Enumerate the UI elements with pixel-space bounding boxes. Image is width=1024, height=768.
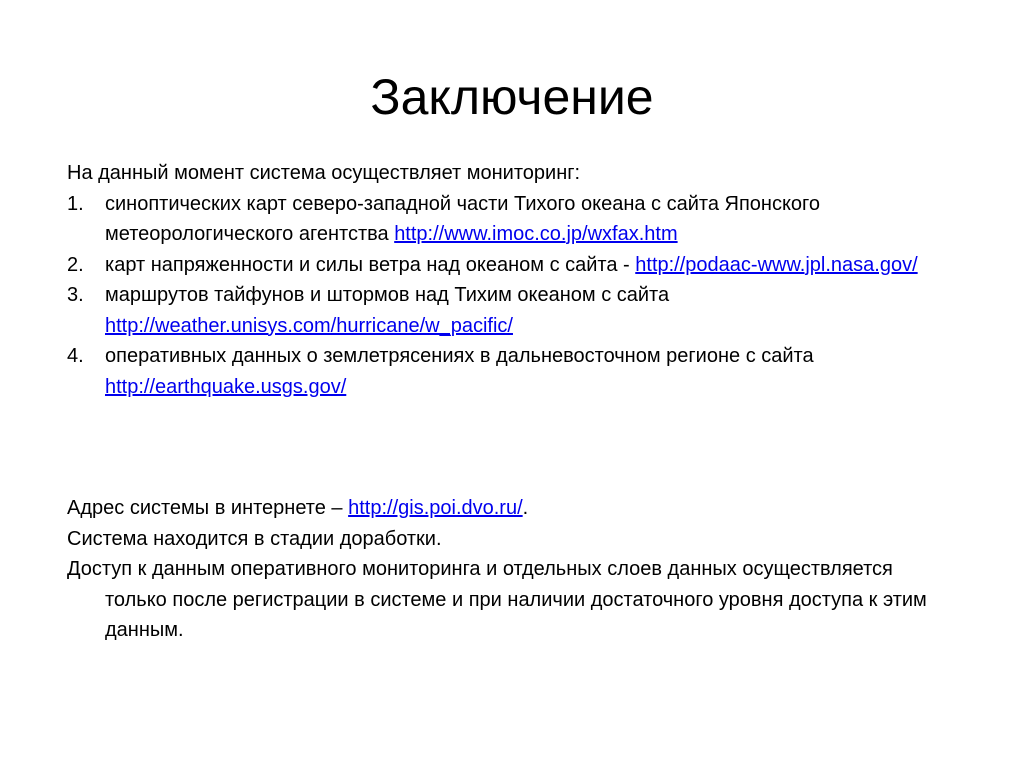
list-item-number: 4. xyxy=(67,345,84,367)
list-item-text: карт напряженности и силы ветра над океаном с сайта - xyxy=(105,253,636,276)
imoc-link[interactable]: http://www.imoc.co.jp/wxfax.htm xyxy=(394,223,678,245)
list-item-number: 3. xyxy=(67,284,84,306)
address-prefix: Адрес системы в интернете – xyxy=(67,497,349,519)
list-item-number: 1. xyxy=(67,192,84,215)
slide-body xyxy=(67,158,947,646)
status-paragraph: Система находится в стадии доработки. xyxy=(67,527,442,550)
monitoring-list xyxy=(67,189,947,403)
system-address-link[interactable]: http://gis.poi.dvo.ru/ xyxy=(348,497,523,519)
list-item-text: синоптических карт северо-западной части Тихого океана с сайта Японского метеорологического агентства xyxy=(105,192,821,245)
list-item xyxy=(67,280,947,341)
access-paragraph: Доступ к данным оперативного мониторинга и отдельных слоев данных осуществляется только после регистрации в системе и при наличии достаточного уровня доступа к этим данным. xyxy=(67,558,927,641)
slide-title: Заключение xyxy=(370,69,654,125)
usgs-link[interactable]: http://earthquake.usgs.gov/ xyxy=(105,375,347,398)
address-paragraph xyxy=(67,493,947,524)
list-item xyxy=(67,250,947,281)
unisys-link[interactable]: http://weather.unisys.com/hurricane/w_pacific/ xyxy=(105,314,513,337)
list-item xyxy=(67,341,947,402)
list-item-text: маршрутов тайфунов и штормов над Тихим океаном с сайта xyxy=(105,284,670,306)
podaac-link[interactable]: http://podaac-www.jpl.nasa.gov/ xyxy=(635,253,918,276)
monitoring-intro: На данный момент система осуществляет мониторинг: xyxy=(67,162,581,184)
address-suffix: . xyxy=(522,497,529,519)
list-item-number: 2. xyxy=(67,253,84,276)
list-item-text: оперативных данных о землетрясениях в дальневосточном регионе с сайта xyxy=(105,345,814,367)
spacer xyxy=(67,402,947,493)
list-item xyxy=(67,189,947,250)
